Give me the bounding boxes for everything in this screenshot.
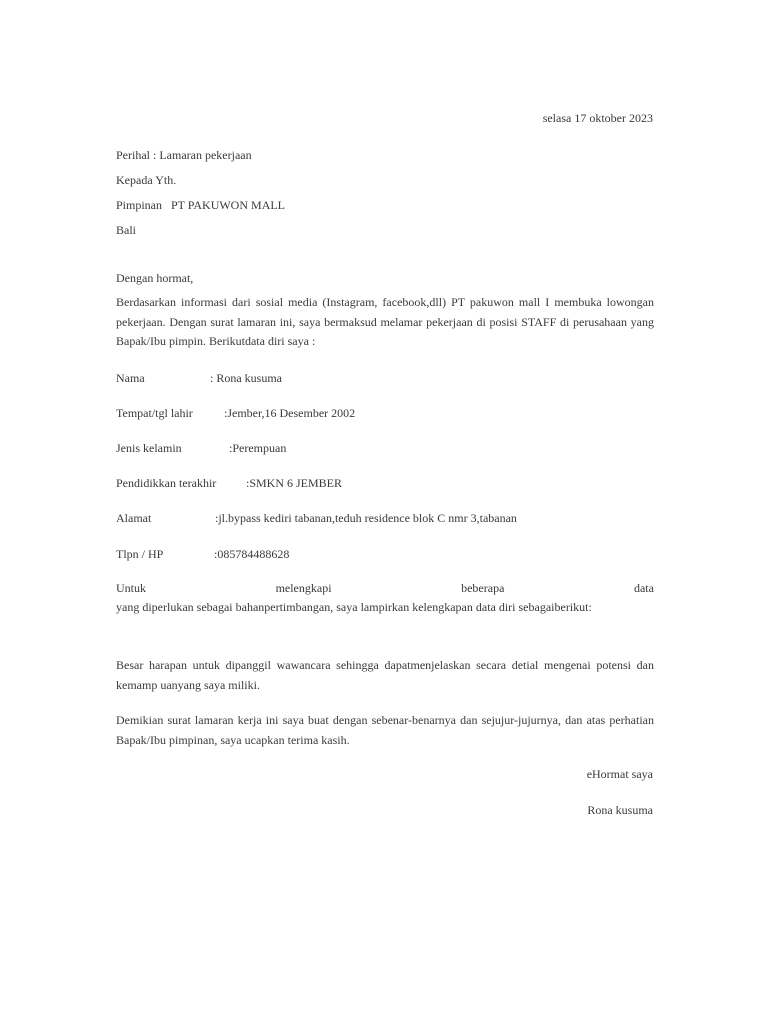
- field-label-nama: Nama: [116, 371, 145, 385]
- recipient-city: Bali: [116, 223, 136, 237]
- recipient-name: Pimpinan PT PAKUWON MALL: [116, 198, 286, 212]
- attachment-line-2: yang diperlukan sebagai bahanpertimbangan, saya lampirkan kelengkapan data diri sebagaiberikut:: [116, 600, 592, 614]
- intro-paragraph: Berdasarkan informasi dari sosial media (Instagram, facebook,dll) PT pakuwon mall I membuka lowongan pekerjaan. Dengan surat lamaran ini, saya bermaksud melamar pekerjaan di posisi STAFF di perusahaan yang Bapak/Ibu pimpin. Berikutdata diri saya :: [116, 295, 654, 348]
- closing-paragraph: Demikian surat lamaran kerja ini saya buat dengan sebenar-benarnya dan sejujur-jujurnya, dan atas perhatian Bapak/Ibu pimpinan, saya ucapkan terima kasih.: [116, 713, 654, 747]
- field-label-phone: Tlpn / HP: [116, 547, 164, 561]
- field-value-phone: :085784488628: [214, 547, 290, 561]
- field-value-education: :SMKN 6 JEMBER: [246, 476, 343, 490]
- field-label-ttl: Tempat/tgl lahir: [116, 406, 193, 420]
- attachment-word: Untuk: [116, 581, 146, 595]
- field-value-address: :jl.bypass kediri tabanan,teduh residence blok C nmr 3,tabanan: [215, 511, 517, 525]
- signature-name: Rona kusuma: [587, 803, 653, 817]
- sign-off: eHormat saya: [586, 767, 653, 781]
- field-value-gender: :Perempuan: [229, 441, 287, 455]
- field-value-nama: : Rona kusuma: [210, 371, 282, 385]
- field-label-gender: Jenis kelamin: [116, 441, 182, 455]
- attachment-word: beberapa: [461, 581, 505, 595]
- attachment-word: data: [633, 581, 654, 595]
- field-label-address: Alamat: [116, 511, 152, 525]
- attachment-word: melengkapi: [275, 581, 332, 595]
- attachment-line-1: [116, 581, 654, 595]
- recipient-to: Kepada Yth.: [116, 173, 177, 187]
- letter-subject: Perihal : Lamaran pekerjaan: [116, 148, 252, 162]
- field-value-ttl: :Jember,16 Desember 2002: [224, 406, 356, 420]
- greeting: Dengan hormat,: [116, 271, 194, 285]
- hope-paragraph: Besar harapan untuk dipanggil wawancara sehingga dapatmenjelaskan secara detial mengenai potensi dan kemamp uanyang saya miliki.: [116, 658, 654, 692]
- field-label-education: Pendidikkan terakhir: [116, 476, 217, 490]
- letter-date: selasa 17 oktober 2023: [542, 111, 653, 125]
